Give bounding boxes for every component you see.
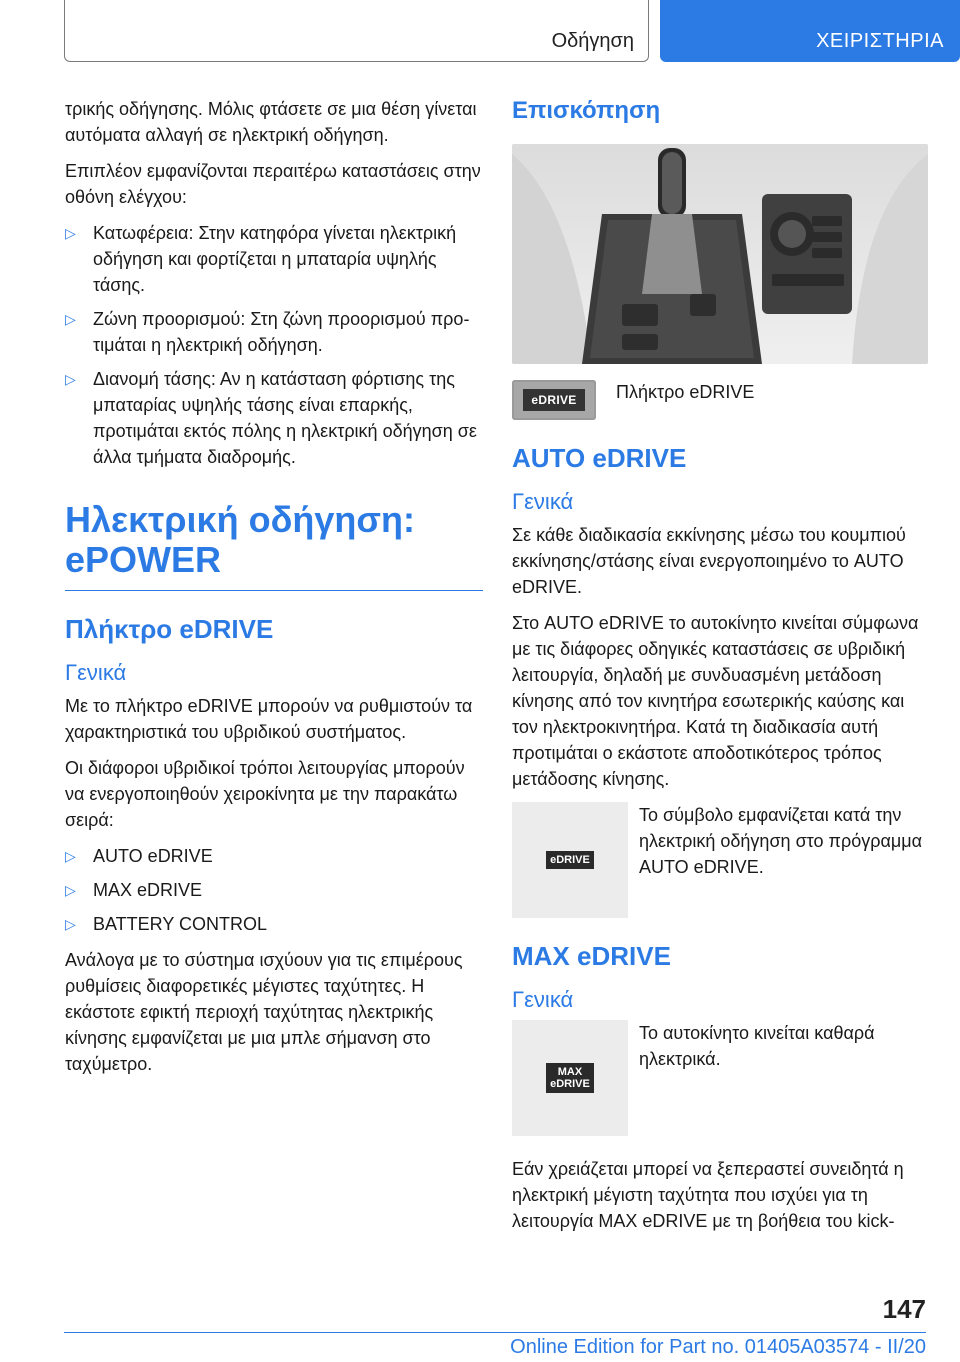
edrive-button-icon bbox=[512, 380, 596, 420]
section-label: Οδήγηση bbox=[551, 30, 634, 52]
page-header bbox=[64, 0, 960, 64]
list-item bbox=[65, 306, 483, 358]
section-header-box bbox=[64, 0, 649, 62]
edrive-button-symbol: eDRIVE bbox=[523, 389, 584, 411]
triangle-bullet-icon: ▷ bbox=[65, 371, 76, 387]
max-symbol-description: Το αυτοκίνητο κινείται καθαρά ηλεκτρικά. bbox=[639, 1023, 875, 1069]
subheading-general: Γενικά bbox=[65, 660, 127, 685]
center-console-photo bbox=[512, 144, 928, 364]
auto-edrive-heading: AUTO eDRIVE bbox=[512, 443, 687, 473]
list-item bbox=[65, 911, 483, 937]
triangle-bullet-icon: ▷ bbox=[65, 225, 76, 241]
edrive-paragraph-3: Ανάλογα με το σύστημα ισχύουν για τις επιμέρους ρυθμίσεις διαφορετικές μέγιστες ταχύτητες. Η εκάστοτε εφικτή περιοχή ταχύτητας ηλεκτρικής κίνησης εμφανίζεται με μια μπλε σήμανση στο ταχύμετρο. bbox=[65, 950, 463, 1074]
list-item-text: MAX eDRIVE bbox=[93, 880, 203, 900]
max-general-subheading: Γενικά bbox=[512, 987, 574, 1012]
triangle-bullet-icon: ▷ bbox=[65, 848, 76, 864]
mode-list bbox=[65, 843, 483, 937]
list-item-text: AUTO eDRIVE bbox=[93, 846, 213, 866]
edrive-button-row bbox=[512, 380, 932, 420]
list-item-text: Κατωφέρεια: Στην κατηφόρα γίνεται ηλεκτρική οδήγηση και φορτίζεται η μπαταρία υψηλής τάσης. bbox=[93, 223, 457, 295]
edrive-button-caption: Πλήκτρο eDRIVE bbox=[616, 382, 755, 402]
footer-rule bbox=[64, 1332, 926, 1333]
subheading-edrive-button: Πλήκτρο eDRIVE bbox=[65, 614, 274, 644]
auto-general-subheading: Γενικά bbox=[512, 489, 574, 514]
page-number: 147 bbox=[882, 1294, 926, 1324]
intro-paragraph-2: Επιπλέον εμφανίζονται περαιτέρω καταστάσεις στην οθόνη ελέγχου: bbox=[65, 161, 481, 207]
max-symbol-line-2: eDRIVE bbox=[550, 1078, 590, 1090]
left-column bbox=[65, 96, 483, 1087]
intro-paragraph-1: τρικής οδήγησης. Μόλις φτάσετε σε μια θέση γίνεται αυτόματα αλλαγή σε ηλεκτρική οδήγηση. bbox=[65, 99, 477, 145]
auto-symbol-row bbox=[512, 802, 932, 918]
auto-paragraph-2: Στο AUTO eDRIVE το αυτοκίνητο κινείται σύμφωνα με τις διάφορες οδηγικές καταστάσεις σε υβριδική λειτουργία, δηλαδή με συνδυασμένη μετάδοση κίνησης από τον κινητήρα εσωτερικής καύσης και τον ηλεκτροκινητήρα. Κατά τη διαδικασία αυτή προτιμάται ο εκάστοτε αποδοτικότερος τρόπος μετάδοσης κίνησης. bbox=[512, 613, 919, 789]
edrive-paragraph-1: Με το πλήκτρο eDRIVE μπορούν να ρυθμιστούν τα χαρακτηριστικά του υβριδικού συστήματος. bbox=[65, 696, 473, 742]
max-edrive-heading: MAX eDRIVE bbox=[512, 941, 671, 971]
triangle-bullet-icon: ▷ bbox=[65, 916, 76, 932]
list-item bbox=[65, 220, 483, 298]
edition-text: Online Edition for Part no. 01405A03574 - II/20 bbox=[510, 1336, 926, 1358]
center-console-illustration bbox=[512, 144, 928, 364]
auto-edrive-symbol-tile bbox=[512, 802, 628, 918]
chapter-label: ΧΕΙΡΙΣΤΗΡΙΑ bbox=[816, 30, 944, 52]
chapter-tab bbox=[660, 0, 960, 62]
overview-heading: Επισκόπηση bbox=[512, 97, 661, 124]
list-item bbox=[65, 843, 483, 869]
list-item bbox=[65, 366, 483, 470]
max-paragraph-1: Εάν χρειάζεται μπορεί να ξεπεραστεί συνειδητά η ηλεκτρική μέγιστη ταχύτητα που ισχύει για τη λειτουργία MAX eDRIVE με τη βοήθεια του kick- bbox=[512, 1159, 904, 1231]
edrive-paragraph-2: Οι διάφοροι υβριδικοί τρόποι λειτουργίας μπορούν να ενεργοποιηθούν χειροκίνητα με την παρακάτω σειρά: bbox=[65, 758, 465, 830]
right-column bbox=[512, 96, 932, 1244]
auto-edrive-symbol-icon: eDRIVE bbox=[546, 851, 594, 869]
list-item-text: Διανομή τάσης: Αν η κατάσταση φόρτισης της μπαταρίας υψηλής τάσης είναι επαρκής, προτιμάται εκτός πόλης η ηλεκτρική οδήγηση σε άλλα τμήματα διαδρομής. bbox=[93, 369, 477, 467]
triangle-bullet-icon: ▷ bbox=[65, 311, 76, 327]
intro-list bbox=[65, 220, 483, 470]
triangle-bullet-icon: ▷ bbox=[65, 882, 76, 898]
list-item bbox=[65, 877, 483, 903]
auto-symbol-description: Το σύμβολο εμφανίζεται κατά την ηλεκτρική οδήγηση στο πρόγραμμα AUTO eDRIVE. bbox=[639, 805, 923, 877]
list-item-text: Ζώνη προορισμού: Στη ζώνη προορισμού προτιμάται η ηλεκτρική οδήγηση. bbox=[93, 309, 470, 355]
section-heading-epower: Ηλεκτρική οδήγηση: ePOWER bbox=[65, 500, 483, 591]
list-item-text: BATTERY CONTROL bbox=[93, 914, 268, 934]
max-symbol-line-1: MAX bbox=[557, 1066, 583, 1078]
max-edrive-symbol-tile bbox=[512, 1020, 628, 1136]
max-edrive-symbol-icon bbox=[546, 1063, 594, 1093]
auto-paragraph-1: Σε κάθε διαδικασία εκκίνησης μέσω του κουμπιού εκκίνησης/στάσης είναι ενεργοποιημένο το AUTO eDRIVE. bbox=[512, 525, 906, 597]
max-symbol-row bbox=[512, 1020, 932, 1136]
